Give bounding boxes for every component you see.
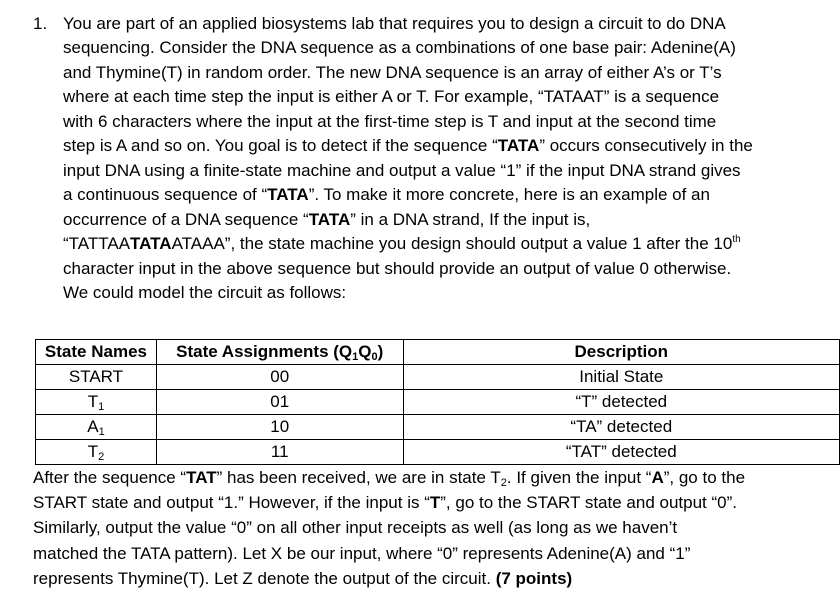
table-row [36, 415, 840, 440]
table-cell: 10 [156, 415, 403, 440]
paragraph-line: a continuous sequence of “TATA”. To make it more concrete, here is an example of an [63, 185, 710, 205]
paragraph-line: We could model the circuit as follows: [63, 282, 347, 302]
subscript: 2 [98, 451, 105, 463]
question-intro [63, 12, 833, 305]
paragraph-line: character input in the above sequence but should provide an output of value 0 otherwise. [63, 258, 732, 278]
table-cell: 11 [156, 440, 403, 465]
table-cell: $A_1$ [36, 415, 157, 440]
paragraph-line: START state and output “1.” However, if the input is “T”, go to the START state and output “0”. [33, 493, 737, 513]
state-table [35, 339, 840, 465]
column-header: State Assignments $(Q_1Q_0)$ [156, 340, 403, 365]
table-cell: “T” detected [403, 390, 839, 415]
paragraph-line: After the sequence “TAT” has been received, we are in state $T_2$. If given the input “A”, go to the [33, 468, 746, 489]
table-cell: “TA” detected [403, 415, 839, 440]
table-row [36, 365, 840, 390]
table-row [36, 390, 840, 415]
paragraph-line: Similarly, output the value “0” on all other input receipts as well (as long as we haven’t [33, 518, 678, 538]
column-header: State Names [36, 340, 157, 365]
paragraph-line: where at each time step the input is either A or T. For example, “TATAAT” is a sequence [63, 87, 720, 107]
subscript: 2 [500, 477, 507, 489]
paragraph-line: represents Thymine(T). Let Z denote the output of the circuit. (7 points) [33, 568, 573, 588]
bold-text: T [429, 493, 441, 513]
bold-text: TATA [308, 209, 351, 229]
state-table-header-row [36, 340, 840, 365]
table-cell: 01 [156, 390, 403, 415]
subscript: 1 [352, 351, 359, 363]
paragraph-line: occurrence of a DNA sequence “TATA” in a DNA strand, If the input is, [63, 209, 591, 229]
bold-text: TATA [130, 234, 172, 254]
bold-text: (7 points) [495, 568, 573, 588]
column-header: Description [403, 340, 839, 365]
table-cell: Initial State [403, 365, 839, 390]
question-followup [33, 465, 833, 591]
table-cell: $T_1$ [36, 390, 157, 415]
paragraph-line: input DNA using a finite-state machine and output a value “1” if the input DNA strand gives [63, 160, 741, 180]
paragraph-line: matched the TATA pattern). Let X be our input, where “0” represents Adenine(A) and “1” [33, 543, 691, 563]
table-cell: 00 [156, 365, 403, 390]
paragraph-line: with 6 characters where the input at the first-time step is T and input at the second time [63, 111, 717, 131]
paragraph-line: sequencing. Consider the DNA sequence as a combinations of one base pair: Adenine(A) [63, 38, 736, 58]
bold-text: TAT [186, 468, 217, 487]
paragraph-line: “TATTAATATAATAAA”, the state machine you design should output a value 1 after the 10th [63, 234, 741, 254]
table-row [36, 440, 840, 465]
subscript: 1 [98, 426, 105, 438]
subscript: 0 [371, 351, 378, 363]
subscript: 1 [98, 401, 105, 413]
question-number: 1. [33, 14, 48, 33]
table-cell: $T_2$ [36, 440, 157, 465]
bold-text: A [651, 468, 664, 487]
paragraph-line: and Thymine(T) in random order. The new DNA sequence is an array of either A’s or T’s [63, 62, 722, 82]
superscript: th [732, 234, 741, 246]
paragraph-line: You are part of an applied biosystems lab that requires you to design a circuit to do DNA [63, 14, 726, 33]
bold-text: TATA [497, 136, 540, 156]
table-cell: “TAT” detected [403, 440, 839, 465]
bold-text: TATA [267, 185, 309, 205]
table-cell: START [36, 365, 157, 390]
paragraph-line: step is A and so on. You goal is to detect if the sequence “TATA” occurs consecutively in the [63, 136, 753, 156]
